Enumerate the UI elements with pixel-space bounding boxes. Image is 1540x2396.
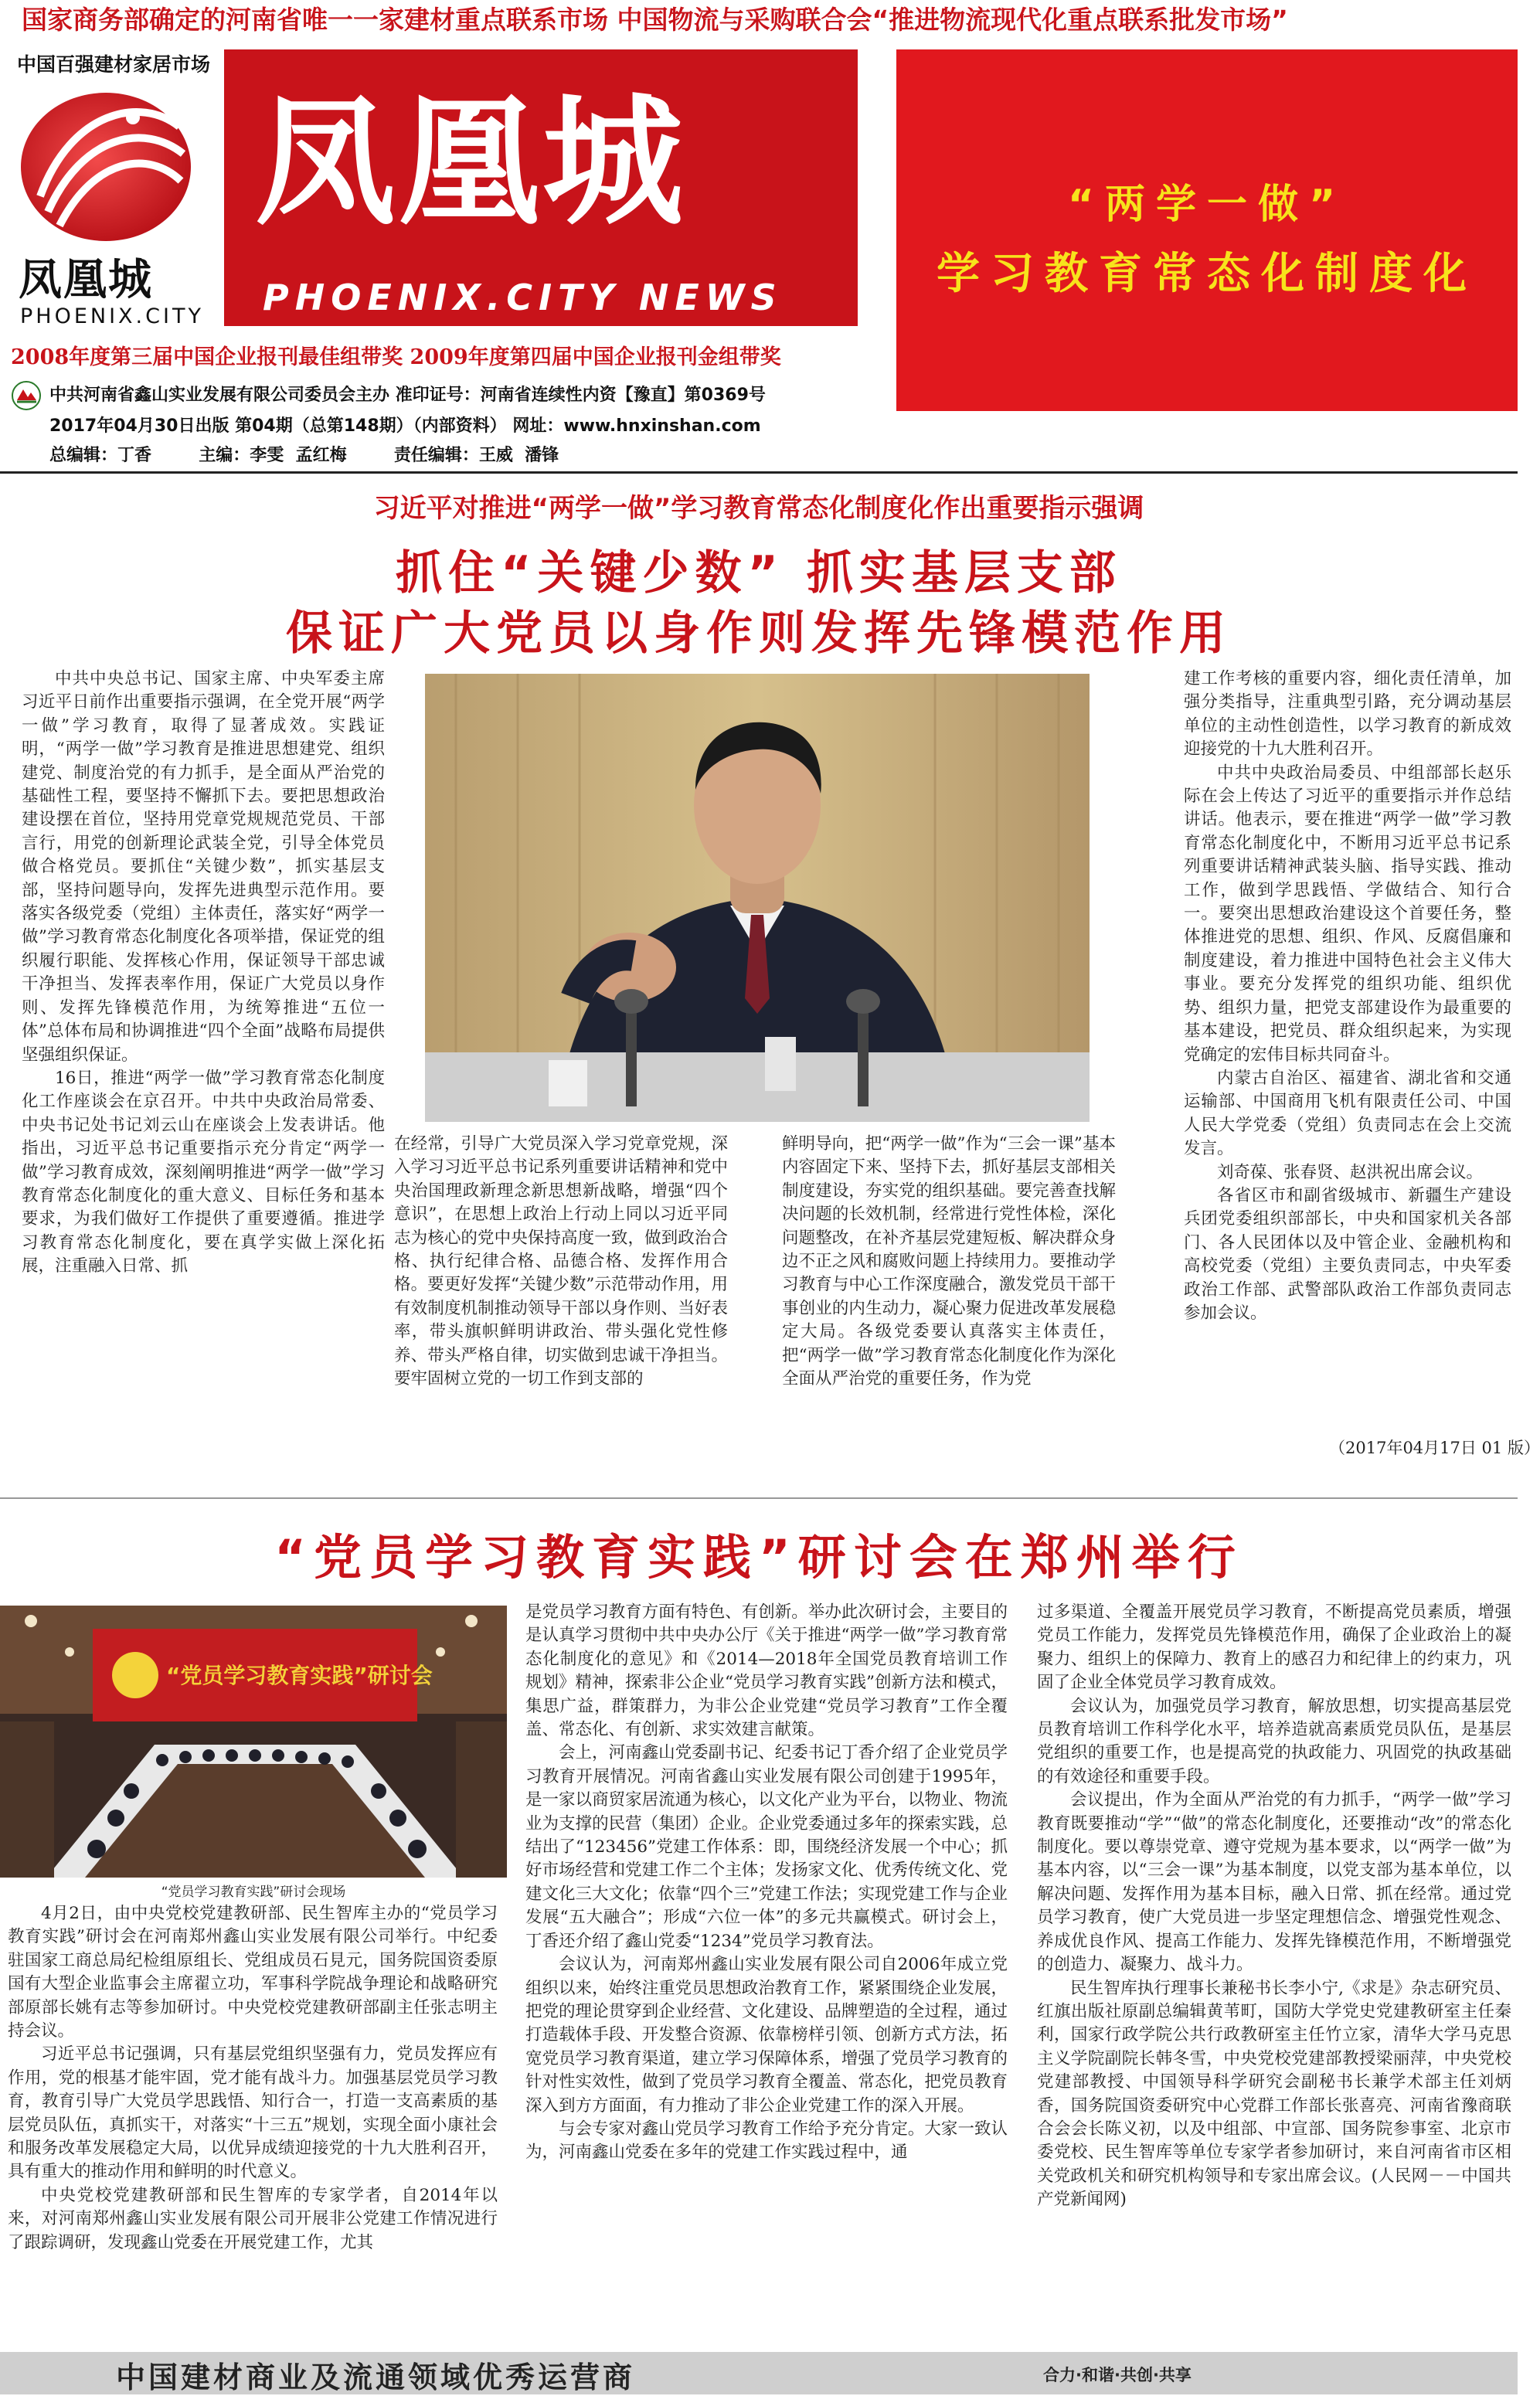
article1-col4-para: 中共中央政治局委员、中组部部长赵乐际在会上传达了习近平的重要指示并作总结讲话。他表示，要在推进“两学一做”学习教育常态化制度化中，不断用习近平总书记系列重要讲话精神武装头脑、指导实践、推动工作，做到学思践悟、学做结合、知行合一。要突出思想政治建设这个首要任务，整体推进党的思想、组织、作风、反腐倡廉和制度建设，着力推进中国特色社会主义伟大事业。要充分发挥党的组织功能、组织优势、组织力量，把党支部建设作为最重要的基本建设，把党员、群众组织起来，为实现党确定的宏伟目标共同奋斗。 [1184,763,1511,1065]
article1-col4-para: 刘奇葆、张春贤、赵洪祝出席会议。 [1217,1162,1484,1182]
article2-column-3 [1037,1601,1511,2335]
article1-date-note: （2017年04月17日 01 版） [1329,1439,1540,1457]
logo-chinese-name: 凤凰城 [19,255,153,305]
article1-headline-2: 保证广大党员以身作则发挥先锋模范作用 [286,607,1232,661]
slogan-line-2: 学习教育常态化制度化 [937,249,1477,299]
article1-column-4 [1184,668,1511,1433]
article2-column-1 [8,1902,498,2335]
article2-col1-para: 4月2日，由中央党校党建教研部、民生智库主办的“党员学习教育实践”研讨会在河南郑州鑫山实业发展有限公司举行。中纪委驻国家工商总局纪检组原组长、党组成员石見元，国务院国资委原国有大型企业监事会主席翟立功，军事科学院战争理论和战略研究部原部长姚有志等参加研讨。中央党校党建教研部副主任张志明主持会议。 [8,1904,498,2041]
article2-col3-para: 会议提出，作为全面从严治党的有力抓手，“两学一做”学习教育既要推动“学”“做”的常态化制度化，还要推动“改”的常态化制度化。要以尊崇党章、遵守党规为基本要求，以“两学一做”为基本内容，以“三会一课”为基本制度，以党支部为基本单位，以解决问题、发挥作用为基本目标，融入日常、抓在经常。通过党员学习教育，使广大党员进一步坚定理想信念、增强党性观念、养成优良作风、提高工作能力、发挥先锋模范作用，不断增强党的创造力、凝聚力、战斗力。 [1037,1790,1511,1975]
article1-col4-para: 各省区市和副省级城市、新疆生产建设兵团党委组织部部长，中央和国家机关各部门、各人民团体以及中管企业、金融机构和高校党委（党组）主要负责同志，中央军委政治工作部、武警部队政治工作部负责同志参加会议。 [1184,1185,1511,1323]
article1-column-3 [782,1133,1116,1457]
article-divider [0,1497,1518,1499]
editors-line: 总编辑：丁香 主编：李雯 孟红梅 责任编辑：王威 潘锋 [49,446,559,465]
phoenix-logo-icon [17,80,195,244]
article1-col1-para: 中共中央总书记、国家主席、中央军委主席习近平日前作出重要指示强调，在全党开展“两学一做”学习教育，取得了显著成效。实践证明，“两学一做”学习教育是推进思想建党、组织建党、制度治党的有力抓手，是全面从严治党的基础性工程，要坚持不懈抓下去。要把思想政治建设摆在首位，坚持用党章党规规范党员、干部言行，用党的创新理论武装全党，引导全体党员做合格党员。要抓住“关键少数”，抓实基层支部，坚持问题导向，发挥先进典型示范作用。要落实各级党委（党组）主体责任，落实好“两学一做”学习教育常态化制度化各项举措，保证党的组织履行职能、发挥核心作用，保证领导干部忠诚干净担当、发挥表率作用，保证广大党员以身作则、发挥先锋模范作用，为统筹推进“五位一体”总体布局和协调推进“四个全面”战略布局提供坚强组织保证。 [22,669,385,1065]
meeting-photo-graphic [0,1606,507,1878]
masthead-subtitle: PHOENIX.CITY NEWS [263,277,783,318]
article2-col3-para: 民生智库执行理事长兼秘书长李小宁,《求是》杂志研究员、红旗出版社原副总编辑黄苇町，国防大学党史党建教研室主任秦利，国家行政学院公共行政教研室主任竹立家，清华大学马克思主义学院副院长韩冬雪，中央党校党建部教授梁丽萍，中央党校党建部教授、中国领导科学研究会副秘书长兼学术部主任刘炳香，国务院国资委研究中心党群工作部长张喜亮、河南省豫商联合会会长陈义初，以及中组部、中宣部、国务院参事室、北京市委党校、民生智库等单位专家学者参加研讨，来自河南省市区相关党政机关和研究机构领导和专家出席会议。(人民网－－中国共产党新闻网) [1037,1978,1511,2210]
masthead-divider [0,471,1518,474]
article1-column-2 [394,1133,728,1457]
article2-col3-para: 会议认为，加强党员学习教育，解放思想，切实提高基层党员教育培训工作科学化水平，培养造就高素质党员队伍，是基层党组织的重要工作，也是提高党的执政能力、巩固党的执政基础的有效途径和重要手段。 [1037,1696,1511,1786]
top100-label: 中国百强建材家居市场 [17,53,211,76]
article2-col2-para: 是党员学习教育方面有特色、有创新。举办此次研讨会，主要目的是认真学习贯彻中共中央办公厅《关于推进“两学一做”学习教育常态化制度化的意见》和《2014—2018年全国党员教育培训工作规划》精神，探索非公企业“党员学习教育实践”创新方法和模式，集思广益，群策群力，为非公企业党建“党员学习教育”工作全覆盖、常态化、有创新、求实效建言献策。 [525,1602,1008,1740]
speaker-photo [425,674,1090,1122]
meeting-photo-caption: “党员学习教育实践”研讨会现场 [161,1885,346,1900]
article2-col1-para: 习近平总书记强调，只有基层党组织坚强有力，党员发挥应有作用，党的根基才能牢固，党才能有战斗力。加强基层党员学习教育，教育引导广大党员学思践悟、知行合一，打造一支高素质的基层党员队伍，真抓实干，对落实“十三五”规划，实现全面小康社会和服务改革发展稳定大局，以优异成绩迎接党的十九大胜利召开，具有重大的推动作用和鲜明的时代意义。 [8,2044,498,2182]
article2-col2-para: 会议认为，河南郑州鑫山实业发展有限公司自2006年成立党组织以来，始终注重党员思想政治教育工作，紧紧围绕企业发展，把党的理论贯穿到企业经营、文化建设、品牌塑造的全过程，通过打造载体手段、开发整合资源、依靠榜样引领、创新方式方法，拓宽党员学习教育渠道，建立学习保障体系，增强了党员学习教育的针对性实效性，做到了党员学习教育全覆盖、常态化，把党员教育深入到方方面面，有力推动了非公企业党建工作的深入开展。 [525,1955,1008,2116]
top-slogan-strip: 国家商务部确定的河南省唯一一家建材重点联系市场 中国物流与采购联合会“推进物流现代化重点联系批发市场” [22,5,1288,35]
issue-line: 2017年04月30日出版 第04期（总第148期）（内部资料） 网址：www.hnxinshan.com [49,416,761,436]
logo-english-name: PHOENIX.CITY [20,304,204,328]
article1-kicker: 习近平对推进“两学一做”学习教育常态化制度化作出重要指示强调 [373,493,1144,524]
company-emblem-icon [11,380,42,411]
article1-col3-para: 鲜明导向，把“两学一做”作为“三会一课”基本内容固定下来、坚持下去，抓好基层支部相关制度建设，夯实党的组织基础。要完善查找解决问题的长效机制，经常进行党性体检，深化问题整改，在补齐基层党建短板、解决群众身边不正之风和腐败问题上持续用力。要推动学习教育与中心工作深度融合，激发党员干部干事创业的内生动力，凝心聚力促进改革发展稳定大局。各级党委要认真落实主体责任，把“两学一做”学习教育常态化制度化作为深化全面从严治党的重要任务，作为党 [782,1134,1116,1389]
slogan-box [896,49,1518,411]
footer-slogan: 中国建材商业及流通领域优秀运营商 [116,2360,636,2394]
article1-col4-para: 建工作考核的重要内容，细化责任清单，加强分类指导，注重典型引路，充分调动基层单位的主动性创造性，以学习教育的新成效迎接党的十九大胜利召开。 [1184,669,1511,760]
article1-column-1 [22,668,385,1440]
article1-col1-para: 16日，推进“两学一做”学习教育常态化制度化工作座谈会在京召开。中共中央政治局常委、中央书记处书记刘云山在座谈会上发表讲话。他指出，习近平总书记重要指示充分肯定“两学一做”学习教育成效，深刻阐明推进“两学一做”学习教育常态化制度化的重大意义、目标任务和基本要求，为我们做好工作提供了重要遵循。推进学习教育常态化制度化，要在真学实做上深化拓展，注重融入日常、抓 [22,1068,385,1276]
article1-col2-para: 在经常，引导广大党员深入学习党章党规，深入学习习近平总书记系列重要讲话精神和党中央治国理政新理念新思想新战略，增强“四个意识”，在思想上政治上行动上同以习近平同志为核心的党中央保持高度一致，做到政治合格、执行纪律合格、品德合格、发挥作用合格。要更好发挥“关键少数”示范带动作用，用有效制度机制推动领导干部以身作则、当好表率，带头旗帜鲜明讲政治、带头强化党性修养、带头严格自律，切实做到忠诚干净担当。要牢固树立党的一切工作到支部的 [394,1134,728,1389]
awards-line: 2008年度第三届中国企业报刊最佳组带奖 2009年度第四届中国企业报刊金组带奖 [11,345,781,369]
masthead-title: 凤凰城 [255,80,686,244]
article1-headline-1: 抓住“关键少数” 抓实基层支部 [396,546,1122,600]
article2-col2-para: 与会专家对鑫山党员学习教育工作给予充分肯定。大家一致认为，河南鑫山党委在多年的党建工作实践过程中，通 [525,2119,1008,2163]
footer-motto: 合力·和谐·共创·共享 [1043,2366,1192,2384]
article1-col4-para: 内蒙古自治区、福建省、湖北省和交通运输部、中国商用飞机有限责任公司、中国人民大学党委（党组）负责同志在会上交流发言。 [1184,1068,1511,1159]
article2-col1-para: 中央党校党建教研部和民生智库的专家学者，自2014年以来，对河南郑州鑫山实业发展有限公司开展非公党建工作情况进行了跟踪调研，发现鑫山党委在开展党建工作，尤其 [8,2185,498,2252]
article2-col2-para: 会上，河南鑫山党委副书记、纪委书记丁香介绍了企业党员学习教育开展情况。河南省鑫山实业发展有限公司创建于1995年，是一家以商贸家居流通为核心，以文化产业为平台，以物业、物流业为支撑的民营（集团）企业。企业党委通过多年的探索实践，总结出了“123456”党建工作体系：即，围绕经济发展一个中心；抓好市场经营和党建工作二个主体；发扬家文化、优秀传统文化、党建文化三大文化；依靠“四个三”党建工作法；实现党建工作与企业发展“五大融合”；形成“六位一体”的多元共赢模式。研讨会上，丁香还介绍了鑫山党委“1234”党员学习教育法。 [525,1743,1008,1951]
slogan-line-1: “两学一做” [1067,182,1347,228]
article2-headline: “党员学习教育实践”研讨会在郑州举行 [274,1529,1243,1585]
meeting-banner-text: “党员学习教育实践”研讨会 [166,1663,433,1688]
speaker-photo-graphic [425,674,1090,1122]
meeting-photo [0,1606,507,1878]
sponsor-line: 中共河南省鑫山实业发展有限公司委员会主办 准印证号：河南省连续性内资【豫直】第0369号 [49,386,766,405]
article2-column-2 [525,1601,1008,2335]
article2-col3-para: 过多渠道、全覆盖开展党员学习教育，不断提高党员素质，增强党员工作能力，发挥党员先锋模范作用，确保了企业政治上的凝聚力、组织上的保障力、教育上的感召力和纪律上的约束力，巩固了企业全体党员学习教育成效。 [1037,1602,1511,1693]
